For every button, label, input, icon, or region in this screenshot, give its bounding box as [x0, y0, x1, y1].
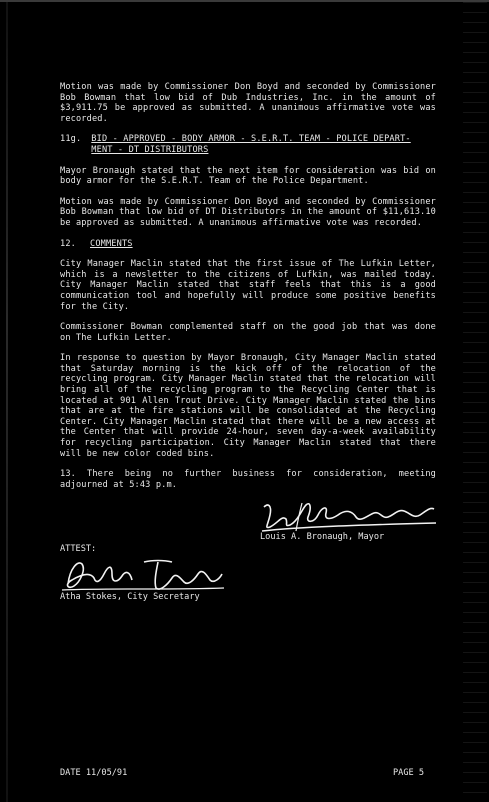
agenda-item-11g-heading — [60, 134, 436, 155]
scan-edge-left — [6, 2, 8, 802]
agenda-item-12-heading — [60, 239, 436, 250]
paragraph-motion-dt-distributors: Motion was made by Commissioner Don Boyd and seconded by Commissioner Bob Bowman that low bid of DT Distributors in the amount of $11,613.10 be approved as submitted. A unanimous affirmative vote was recorded. — [60, 196, 436, 228]
attest-label: ATTEST: — [60, 544, 97, 554]
footer-date: DATE 11/05/91 — [60, 768, 128, 778]
agenda-item-title: BID - APPROVED - BODY ARMOR - S.E.R.T. TEAM - POLICE DEPART- MENT - DT DISTRIBUTORS — [91, 134, 411, 155]
paragraph-adjournment: 13. There being no further business for consideration, meeting adjourned at 5:43 p.m. — [60, 469, 436, 490]
minutes-body — [60, 82, 436, 500]
secretary-name-line: Atha Stokes, City Secretary — [60, 592, 200, 602]
mayor-name-line: Louis A. Bronaugh, Mayor — [260, 532, 385, 542]
agenda-item-title: COMMENTS — [90, 238, 133, 249]
footer-page-number: PAGE 5 — [393, 768, 425, 778]
paragraph-lufkin-letter: City Manager Maclin stated that the first issue of The Lufkin Letter, which is a newsletter to the citizens of Lufkin, was mailed today. City Manager Maclin stated that staff feels that this is a good communication tool and hopefully will produce some positive benefits for the City. — [60, 259, 436, 312]
scan-edge-right — [463, 2, 487, 802]
paragraph-motion-dub-industries: Motion was made by Commissioner Don Boyd and seconded by Commissioner Bob Bowman that low bid of Dub Industries, Inc. in the amount of $3,911.75 be approved as submitted. A unanimous affirmative vote was recorded. — [60, 82, 436, 124]
paragraph-mayor-body-armor: Mayor Bronaugh stated that the next item for consideration was bid on body armor for the S.E.R.T. Team of the Police Department. — [60, 165, 436, 187]
paragraph-commissioner-bowman: Commissioner Bowman complemented staff on the good job that was done on The Lufkin Letter. — [60, 322, 436, 343]
agenda-item-number: 12. — [60, 238, 76, 249]
agenda-item-number: 11g. — [60, 134, 82, 145]
paragraph-recycling-relocation: In response to question by Mayor Bronaugh, City Manager Maclin stated that Saturday morning is the kick off of the relocation of the recycling program. City Manager Maclin stated that the relocation will bring all of the recycling program to the Recycling Center that is located at 901 Allen Trout Drive. City Manager Maclin stated the bins that are at the fire stations will be consolidated at the Recycling Center. City Manager Maclin stated that there will be a new access at the Center that will provide 24-hour, seven day-a-week availability for recycling participation. City Manager Maclin stated that there will be new color coded bins. — [60, 353, 436, 459]
